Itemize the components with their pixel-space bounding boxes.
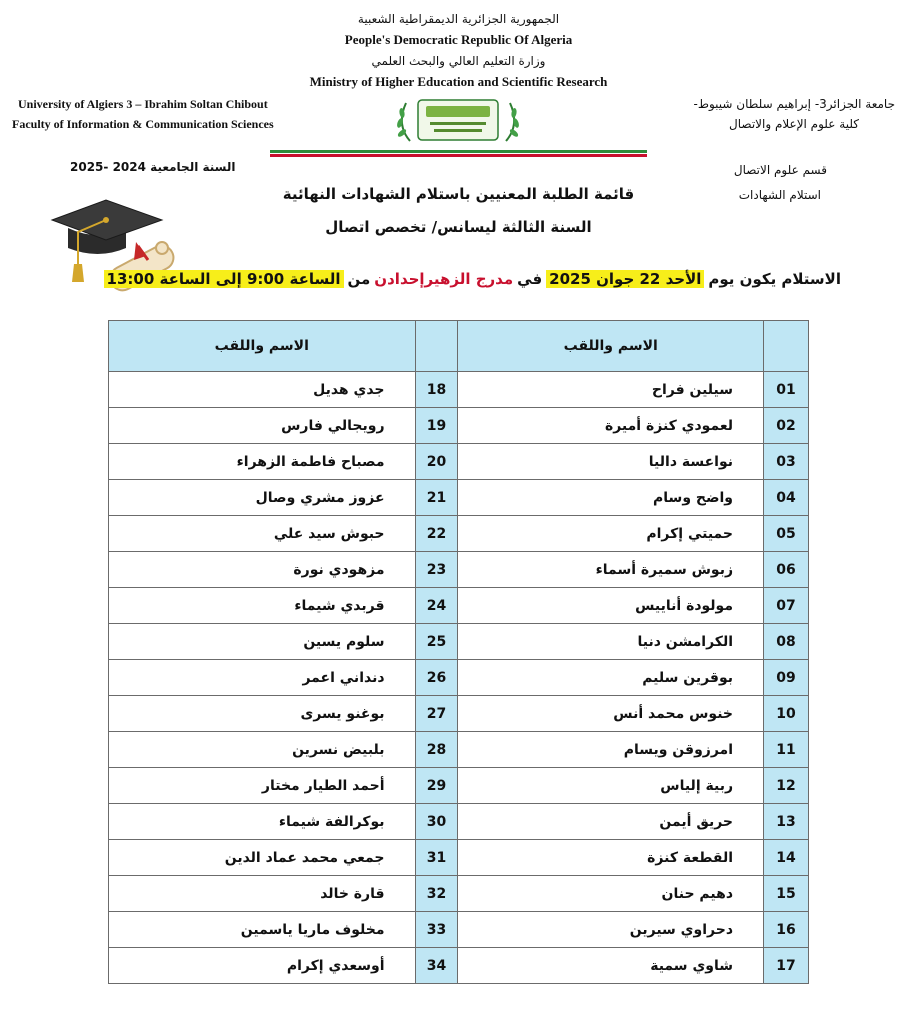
table-row [109, 552, 809, 588]
table-row [109, 480, 809, 516]
table-row [109, 876, 809, 912]
academic-year: السنة الجامعية 2024 -2025 [70, 160, 236, 174]
student-number-left: 34 [415, 948, 458, 984]
table-row [109, 840, 809, 876]
student-number-left: 21 [415, 480, 458, 516]
student-number-left: 26 [415, 660, 458, 696]
student-name-right: نواعسة داليا [458, 444, 764, 480]
student-name-right: القطعة كنزة [458, 840, 764, 876]
students-table [108, 320, 809, 984]
student-number-right: 05 [764, 516, 809, 552]
student-number-left: 24 [415, 588, 458, 624]
student-number-right: 11 [764, 732, 809, 768]
student-number-left: 20 [415, 444, 458, 480]
student-number-right: 13 [764, 804, 809, 840]
student-name-right: دهيم حنان [458, 876, 764, 912]
table-row [109, 732, 809, 768]
student-name-right: خنوس محمد أنس [458, 696, 764, 732]
student-number-right: 06 [764, 552, 809, 588]
table-row [109, 696, 809, 732]
ministry-arabic: وزارة التعليم العالي والبحث العلمي [371, 54, 546, 68]
page-title: قائمة الطلبة المعنيين باستلام الشهادات النهائية [282, 185, 635, 203]
student-number-right: 14 [764, 840, 809, 876]
republic-english: People's Democratic Republic Of Algeria [344, 32, 573, 47]
student-number-left: 30 [415, 804, 458, 840]
faculty-arabic: كلية علوم الإعلام والاتصال [729, 117, 859, 131]
student-name-right: سيلين فراح [458, 372, 764, 408]
student-name-left: جمعي محمد عماد الدين [109, 840, 416, 876]
student-number-right: 02 [764, 408, 809, 444]
student-number-right: 07 [764, 588, 809, 624]
student-name-right: لعمودي كنزة أميرة [458, 408, 764, 444]
student-name-left: بوكرالفة شيماء [109, 804, 416, 840]
student-number-right: 17 [764, 948, 809, 984]
student-name-right: امرزوقن ويسام [458, 732, 764, 768]
student-number-left: 27 [415, 696, 458, 732]
university-english: University of Algiers 3 – Ibrahim Soltan Chibout [18, 97, 268, 111]
table-header-row [109, 321, 809, 372]
student-name-right: الكرامشن دنيا [458, 624, 764, 660]
name-header-right: الاسم واللقب [458, 321, 764, 372]
student-number-right: 01 [764, 372, 809, 408]
table-row [109, 408, 809, 444]
student-name-right: ربية إلياس [458, 768, 764, 804]
student-number-right: 04 [764, 480, 809, 516]
university-arabic: جامعة الجزائر3- إبراهيم سلطان شيبوط- [693, 97, 895, 111]
table-row [109, 372, 809, 408]
student-name-right: حميتي إكرام [458, 516, 764, 552]
table-row [109, 624, 809, 660]
student-name-left: قارة خالد [109, 876, 416, 912]
ministry-english: Ministry of Higher Education and Scientific Research [309, 74, 608, 89]
student-name-left: جدي هديل [109, 372, 416, 408]
student-name-left: عزوز مشري وصال [109, 480, 416, 516]
table-row [109, 948, 809, 984]
table-body [109, 372, 809, 984]
student-name-left: حبوش سيد علي [109, 516, 416, 552]
student-number-left: 33 [415, 912, 458, 948]
header-stripe [270, 150, 647, 157]
pickup-notice [104, 270, 841, 288]
student-number-left: 18 [415, 372, 458, 408]
student-name-left: مصباح فاطمة الزهراء [109, 444, 416, 480]
faculty-logo-icon [390, 95, 526, 147]
student-name-right: واضح وسام [458, 480, 764, 516]
faculty-english: Faculty of Information & Communication Sciences [12, 117, 274, 131]
student-number-right: 16 [764, 912, 809, 948]
student-name-right: زبوش سميرة أسماء [458, 552, 764, 588]
student-number-right: 10 [764, 696, 809, 732]
student-number-left: 25 [415, 624, 458, 660]
student-number-right: 09 [764, 660, 809, 696]
student-number-right: 12 [764, 768, 809, 804]
table-row [109, 768, 809, 804]
student-name-left: دنداني اعمر [109, 660, 416, 696]
student-name-left: أوسعدي إكرام [109, 948, 416, 984]
student-number-left: 28 [415, 732, 458, 768]
student-name-left: مخلوف ماريا ياسمين [109, 912, 416, 948]
student-name-left: سلوم يسين [109, 624, 416, 660]
notice-in: في [517, 270, 543, 288]
student-name-left: بوغنو يسرى [109, 696, 416, 732]
notice-from: من [347, 270, 371, 288]
table-row [109, 912, 809, 948]
student-number-right: 03 [764, 444, 809, 480]
student-number-left: 23 [415, 552, 458, 588]
table-row [109, 516, 809, 552]
student-name-left: قربدي شيماء [109, 588, 416, 624]
notice-date: الأحد 22 جوان 2025 [546, 270, 704, 288]
student-name-left: رويجالي فارس [109, 408, 416, 444]
notice-time: الساعة 9:00 إلى الساعة 13:00 [104, 270, 344, 288]
table-row [109, 660, 809, 696]
name-header-left: الاسم واللقب [109, 321, 416, 372]
republic-arabic: الجمهورية الجزائرية الديمقراطية الشعبية [357, 12, 560, 26]
table-row [109, 804, 809, 840]
student-name-right: بوقرين سليم [458, 660, 764, 696]
student-number-left: 32 [415, 876, 458, 912]
department-name: قسم علوم الاتصال [733, 163, 827, 177]
student-name-right: شاوي سمية [458, 948, 764, 984]
student-name-left: بلبيض نسرين [109, 732, 416, 768]
certificates-service: استلام الشهادات [738, 188, 821, 202]
table-row [109, 588, 809, 624]
student-name-right: دحراوي سيرين [458, 912, 764, 948]
number-header-right [764, 321, 809, 372]
page-subtitle: السنة الثالثة ليسانس/ تخصص اتصال [325, 218, 592, 236]
student-name-right: مولودة أناييس [458, 588, 764, 624]
student-number-right: 15 [764, 876, 809, 912]
number-header-left [415, 321, 458, 372]
student-number-left: 29 [415, 768, 458, 804]
student-name-left: مزهودي نورة [109, 552, 416, 588]
student-number-left: 31 [415, 840, 458, 876]
student-name-left: أحمد الطيار مختار [109, 768, 416, 804]
student-number-left: 19 [415, 408, 458, 444]
notice-prefix: الاستلام يكون يوم [708, 270, 841, 288]
notice-venue: مدرج الزهيرإحدادن [374, 270, 514, 288]
table-row [109, 444, 809, 480]
student-name-right: حريق أيمن [458, 804, 764, 840]
student-number-right: 08 [764, 624, 809, 660]
student-number-left: 22 [415, 516, 458, 552]
